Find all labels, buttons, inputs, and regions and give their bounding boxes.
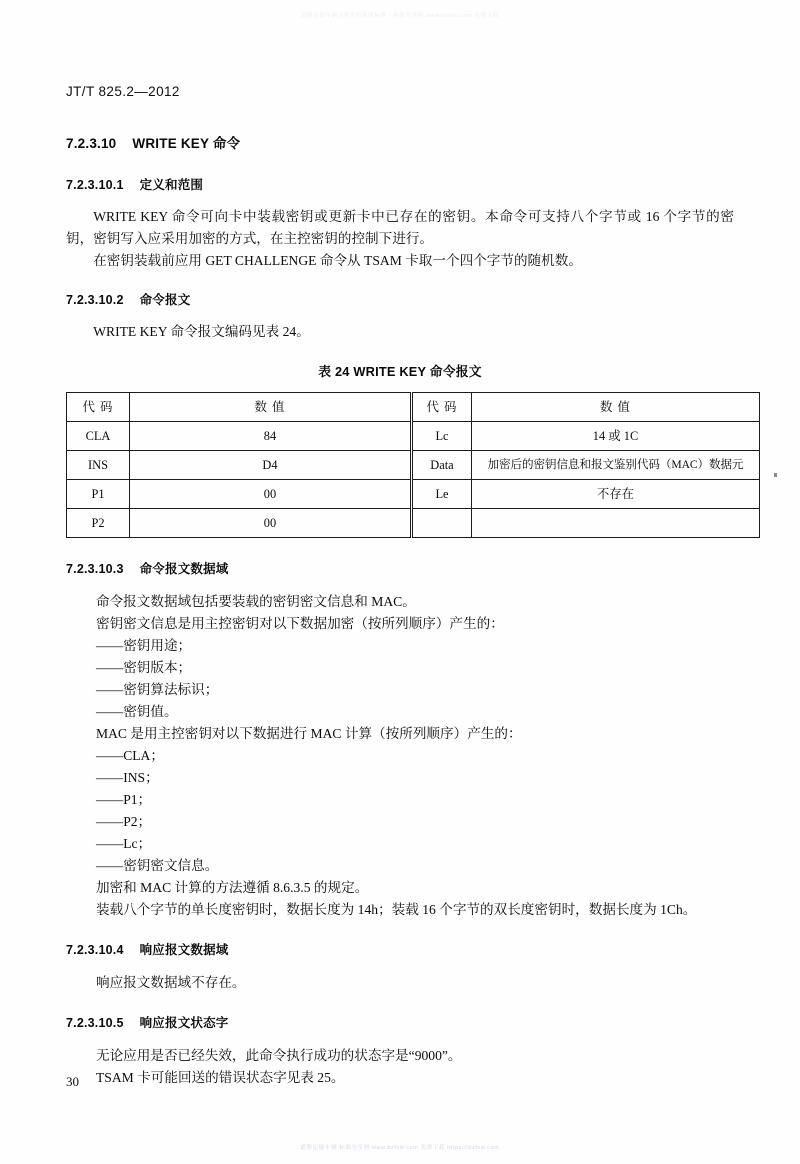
section-heading-7-2-3-10-4 xyxy=(66,940,734,958)
list-item: ——密钥密文信息。 xyxy=(96,858,219,874)
cell-value-lc: 14 或 1C xyxy=(472,422,760,451)
paragraph-data-field-contents: 命令报文数据域包括要装载的密钥密文信息和 MAC。 xyxy=(96,594,416,610)
cell-value-empty xyxy=(472,509,760,538)
table-row xyxy=(67,509,760,538)
list-item: ——密钥用途； xyxy=(96,638,192,654)
paragraph-encryption-method: 加密和 MAC 计算的方法遵循 8.6.3.5 的规定。 xyxy=(96,880,369,896)
standard-code-header: JT/T 825.2—2012 xyxy=(66,84,180,99)
section-heading-7-2-3-10-1 xyxy=(66,175,734,193)
section-title: 命令报文 xyxy=(139,293,191,308)
list-item: ——密钥算法标识； xyxy=(96,682,219,698)
cell-code-empty xyxy=(412,509,472,538)
cell-code-le: Le xyxy=(412,480,472,509)
section-title: 命令报文数据域 xyxy=(139,562,229,577)
cell-value-p2: 00 xyxy=(130,509,412,538)
section-number: 7.2.3.10.2 xyxy=(66,293,124,308)
page-content xyxy=(66,0,744,1089)
section-heading-7-2-3-10-2 xyxy=(66,290,734,308)
paragraph-error-status-reference: TSAM 卡可能回送的错误状态字见表 25。 xyxy=(96,1070,345,1086)
section-heading-7-2-3-10-5 xyxy=(66,1013,734,1031)
section-number: 7.2.3.10.3 xyxy=(66,562,124,577)
section-title: 响应报文状态字 xyxy=(139,1016,229,1031)
cell-code-cla: CLA xyxy=(67,422,130,451)
table-write-key-command-message xyxy=(66,392,760,538)
watermark-top: 道路运输车辆卫星定位系统标准 · 标准分享网 www.bzfxw.com 免费下载 xyxy=(301,13,499,19)
list-item: ——INS； xyxy=(96,770,159,786)
cell-code-p1: P1 xyxy=(67,480,130,509)
column-header-value-left: 数 值 xyxy=(130,393,412,422)
section-title: 响应报文数据域 xyxy=(139,943,229,958)
section-number: 7.2.3.10.5 xyxy=(66,1016,124,1031)
table-row xyxy=(67,422,760,451)
paragraph-response-data-field: 响应报文数据域不存在。 xyxy=(96,975,246,991)
cell-value-cla: 84 xyxy=(130,422,412,451)
page-number: 30 xyxy=(66,1074,79,1089)
column-header-code-right: 代 码 xyxy=(412,393,472,422)
paragraph-key-cipher-intro: 密钥密文信息是用主控密钥对以下数据加密（按所列顺序）产生的： xyxy=(96,616,504,632)
list-item: ——密钥版本； xyxy=(96,660,192,676)
cell-value-ins: D4 xyxy=(130,451,412,480)
cell-code-p2: P2 xyxy=(67,509,130,538)
list-item: ——P1； xyxy=(96,792,152,808)
list-item: ——Lc； xyxy=(96,836,152,852)
list-item: ——密钥值。 xyxy=(96,704,178,720)
table24-caption: 表 24 WRITE KEY 命令报文 xyxy=(318,364,482,380)
cell-code-lc: Lc xyxy=(412,422,472,451)
list-item: ——P2； xyxy=(96,814,152,830)
section-heading-7-2-3-10 xyxy=(66,132,734,152)
section-number: 7.2.3.10.1 xyxy=(66,178,124,192)
section-heading-7-2-3-10-3 xyxy=(66,559,734,577)
cell-value-data: 加密后的密钥信息和报文鉴别代码（MAC）数据元 xyxy=(472,451,760,480)
cell-code-data: Data xyxy=(412,451,472,480)
section-title: 定义和范围 xyxy=(139,178,204,192)
paragraph-definition-scope: WRITE KEY 命令可向卡中装载密钥或更新卡中已存在的密钥。本命令可支持八个字节或 16 个字节的密钥，密钥写入应采用加密的方式，在主控密钥的控制下进行。 xyxy=(66,209,734,247)
paragraph-status-word-success: 无论应用是否已经失效，此命令执行成功的状态字是“9000”。 xyxy=(96,1048,462,1064)
table-row xyxy=(67,480,760,509)
column-header-code-left: 代 码 xyxy=(67,393,130,422)
paragraph-data-length: 装载八个字节的单长度密钥时，数据长度为 14h；装载 16 个字节的双长度密钥时，数据长度为 1Ch。 xyxy=(96,902,697,918)
list-item: ——CLA； xyxy=(96,748,164,764)
watermark-bottom: 道路运输车辆 标准分享网 www.bzfxw.com 免费下载 https://bzfxw.com xyxy=(300,1145,500,1151)
cell-value-p1: 00 xyxy=(130,480,412,509)
table-header-row xyxy=(67,393,760,422)
paragraph-get-challenge: 在密钥装载前应用 GET CHALLENGE 命令从 TSAM 卡取一个四个字节的随机数。 xyxy=(93,253,582,269)
cell-value-le: 不存在 xyxy=(472,480,760,509)
paragraph-mac-intro: MAC 是用主控密钥对以下数据进行 MAC 计算（按所列顺序）产生的： xyxy=(96,726,522,742)
section-number: 7.2.3.10 xyxy=(66,136,117,151)
scan-artifact-speck xyxy=(774,473,777,477)
table-row xyxy=(67,451,760,480)
cell-code-ins: INS xyxy=(67,451,130,480)
paragraph-table24-reference: WRITE KEY 命令报文编码见表 24。 xyxy=(93,324,310,340)
section-number: 7.2.3.10.4 xyxy=(66,943,124,958)
section-title: WRITE KEY 命令 xyxy=(132,136,241,151)
column-header-value-right: 数 值 xyxy=(472,393,760,422)
